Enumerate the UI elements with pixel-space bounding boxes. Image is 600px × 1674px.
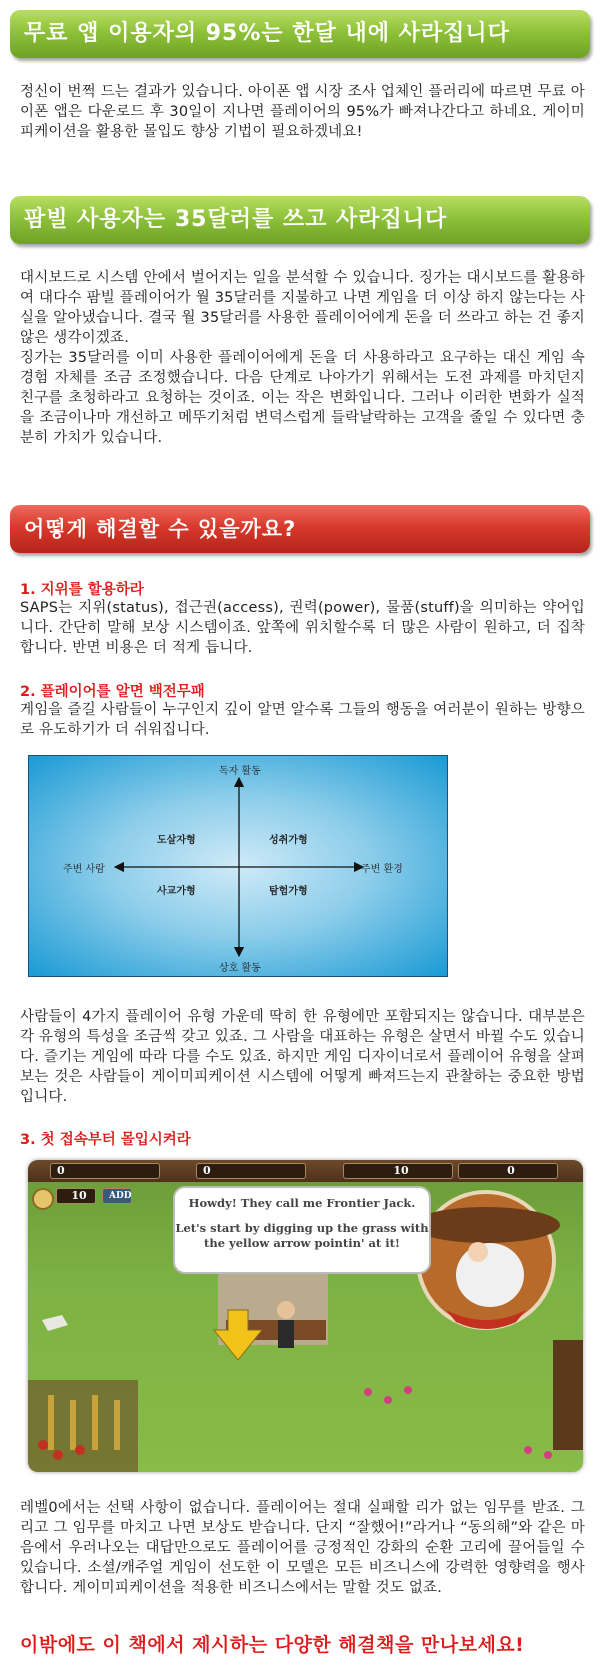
game-screenshot [28, 1160, 583, 1472]
item1-body: SAPS는 지위(status), 접근권(access), 권력(power), 물품(stuff)을 의미하는 약어입니다. 간단히 말해 보상 시스템이죠. 앞쪽에 위치할수록 더 많은 사람이 원하고, 더 집착합니다. 반면 비용은 더 적게 듭니다. [20, 600, 585, 656]
item2-heading: 2. 플레이어를 알면 백전무패 [20, 684, 205, 700]
section1-body: 정신이 번쩍 드는 결과가 있습니다. 아이폰 앱 시장 조사 업체인 플러리에 따르면 무료 아이폰 앱은 다운로드 후 30일이 지나면 플레이어의 95%가 빠져나간다고 하네요. 게이미피케이션을 활용한 몰입도 향상 기법이 필요하겠네요! [20, 84, 585, 140]
resource-counter: 0 [196, 1163, 306, 1179]
bubble-line2: Let's start by digging up the grass with the yellow arrow pointin' at it! [175, 1221, 429, 1250]
item3-body: 레벨0에서는 선택 사항이 없습니다. 플레이어는 절대 실패할 리가 없는 임무를 받죠. 그리고 그 임무를 마치고 나면 보상도 받습니다. 단지 “잘했어!”라거나 “동의해”와 같은 마음에서 우러나오는 대답만으로도 플레이어를 긍정적인 강화의 순환 고리에 끌어들일 수 있습니다. 소셜/캐주얼 게임이 선도한 이 모델은 모든 비즈니스에 강력한 영향력을 행사합니다. 게이미피케이션을 적용한 비즈니스에서는 말할 것도 없죠. [20, 1500, 585, 1596]
section2-title: 팜빌 사용자는 35달러를 쓰고 사라집니다 [24, 207, 448, 232]
diagram-bottom-label: 상호 활동 [219, 963, 261, 974]
quadrant-killer: 도살자형 [157, 835, 196, 846]
cowboy-hat [412, 1207, 560, 1243]
cow-skull-icon [42, 1315, 68, 1331]
section3-title: 어떻게 해결할 수 있을까요? [24, 517, 297, 541]
flowers [364, 1386, 552, 1459]
section2-body1: 대시보드로 시스템 안에서 벌어지는 일을 분석할 수 있습니다. 징가는 대시보드를 활용하여 대다수 팜빌 플레이어가 월 35달러를 지불하고 나면 게임을 더 이상 하지 않는다는 사실을 알아냈습니다. 결국 월 35달러를 사용한 플레이어에게 돈을 더 쓰라고 하는 건 좋지 않은 생각이겠죠. [20, 270, 585, 346]
dirt-plot [28, 1380, 138, 1472]
add-button[interactable]: ADD [102, 1188, 132, 1204]
player-head [277, 1301, 295, 1319]
section1-title: 무료 앱 이용자의 95%는 한달 내에 사라집니다 [24, 21, 510, 46]
level-badge: 10 [56, 1188, 96, 1204]
player-type-diagram [28, 755, 448, 977]
section1-banner [10, 10, 590, 58]
tree-trunk [553, 1340, 583, 1450]
cash-counter: 0 [458, 1163, 558, 1179]
quadrant-explorer: 탐험가형 [269, 886, 308, 897]
closing-cta: 이밖에도 이 책에서 제시하는 다양한 해결책을 만나보세요! [20, 1634, 525, 1656]
diagram-right-label: 주변 환경 [361, 864, 403, 875]
xp-counter: 10 [343, 1163, 453, 1179]
section3-banner [10, 505, 590, 553]
quadrant-achiever: 성취가형 [269, 835, 308, 846]
item1-heading: 1. 지위를 할용하라 [20, 582, 144, 598]
face [468, 1242, 488, 1262]
coin-counter: 0 [50, 1163, 160, 1179]
section2-body2: 징가는 35달러를 이미 사용한 플레이어에게 돈을 더 사용하라고 요구하는 대신 게임 속 경험 자체를 조금 조정했습니다. 다음 단계로 나아가기 위해서는 도전 과제를 마치던지 친구를 초청하라고 요청하는 것이죠. 이는 작은 변화입니다. 그러나 이러한 변화가 실적을 조금이나마 개선하고 메뚜기처럼 변덕스럽게 들락날락하는 고객을 줄일 수 있다면 충분히 가치가 있습니다. [20, 350, 585, 446]
bubble-line1: Howdy! They call me Frontier Jack. [188, 1196, 416, 1210]
diagram-top-label: 독자 활동 [219, 766, 261, 777]
player-body [278, 1320, 294, 1348]
item2-body2: 사람들이 4가지 플레이어 유형 가운데 딱히 한 유형에만 포함되지는 않습니다. 대부분은 각 유형의 특성을 조금씩 갖고 있죠. 그 사람을 대표하는 유형은 살면서 바뀔 수도 있습니다. 즐기는 게임에 따라 다를 수도 있죠. 하지만 게임 디자이너로서 플레이어 유형을 살펴보는 것은 사람들이 게이미피케이션 시스템에 어떻게 빠져드는지 관찰하는 중요한 방법입니다. [20, 1009, 585, 1105]
speech-bubble [173, 1186, 431, 1274]
quadrant-socializer: 사교가형 [157, 886, 196, 897]
section2-banner [10, 196, 590, 244]
white-beard [456, 1243, 524, 1307]
item2-body: 게임을 즐길 사람들이 누구인지 깊이 알면 알수록 그들의 행동을 여러분이 원하는 방향으로 유도하기가 더 쉬워집니다. [20, 702, 585, 738]
item3-heading: 3. 첫 접속부터 몰입시켜라 [20, 1132, 191, 1148]
diagram-left-label: 주변 사람 [63, 864, 105, 875]
